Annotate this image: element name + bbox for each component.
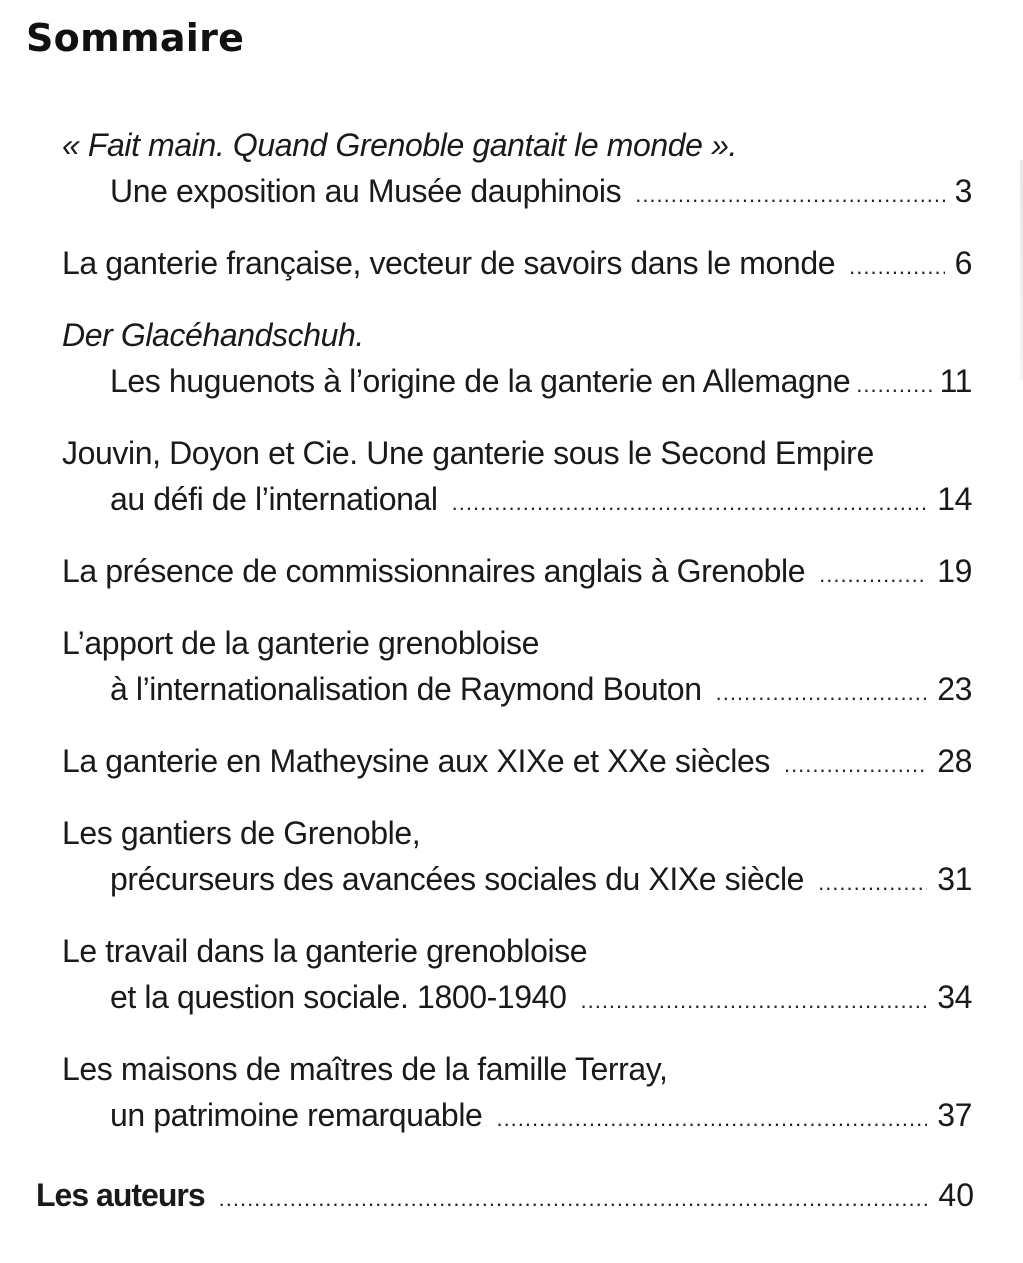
toc-page-number: 19 — [937, 553, 972, 589]
toc-entry-line — [62, 1046, 972, 1092]
dot-leader — [849, 244, 944, 290]
toc-entry-line — [62, 738, 972, 788]
toc-page-number: 6 — [954, 245, 972, 281]
toc-page-number: 34 — [937, 979, 972, 1015]
toc-entry-line — [62, 476, 972, 526]
toc-entry-subtitle: un patrimoine remarquable — [110, 1097, 483, 1133]
dot-leader — [496, 1096, 927, 1142]
toc-page-number: 11 — [939, 363, 972, 399]
toc-entry-title: L’apport de la ganterie grenobloise — [62, 625, 540, 661]
toc-entry-subtitle: à l’internationalisation de Raymond Bouton — [110, 671, 702, 707]
toc-entry-line — [62, 430, 972, 476]
toc-entry-line — [62, 122, 972, 168]
toc-entry-commissionnaires[interactable] — [62, 548, 972, 598]
toc-entry-line — [62, 168, 972, 218]
toc-entry-maisons-terray[interactable] — [62, 1046, 972, 1142]
toc-entry-title: Les gantiers de Grenoble, — [62, 815, 421, 851]
toc-entry-subtitle: et la question sociale. 1800-1940 — [110, 979, 567, 1015]
toc-page-number: 28 — [937, 743, 972, 779]
dot-leader — [856, 362, 933, 408]
toc-entry-subtitle: précurseurs des avancées sociales du XIXe siècle — [110, 861, 805, 897]
toc-entry-title: Les maisons de maîtres de la famille Terray, — [62, 1051, 668, 1087]
dot-leader — [452, 480, 928, 526]
toc-entry-gantiers-grenoble[interactable] — [62, 810, 972, 906]
dot-leader — [819, 552, 927, 598]
toc-entry-jouvin-doyon[interactable] — [62, 430, 972, 526]
toc-entry-subtitle: Les huguenots à l’origine de la ganterie en Allemagne — [110, 363, 851, 399]
toc-entry-line — [62, 620, 972, 666]
toc-entry-title: « Fait main. Quand Grenoble gantait le monde ». — [62, 127, 737, 163]
dot-leader — [580, 978, 927, 1024]
toc-entry-ganterie-francaise[interactable] — [62, 240, 972, 290]
toc-entry-line — [62, 548, 972, 598]
toc-entry-title: La ganterie française, vecteur de savoirs dans le monde — [62, 245, 836, 281]
toc-entry-exposition[interactable] — [62, 122, 972, 218]
toc-entry-subtitle: au défi de l’international — [110, 481, 438, 517]
toc-entry-matheysine[interactable] — [62, 738, 972, 788]
toc-entry-glacehandschuh[interactable] — [62, 312, 972, 408]
toc-entry-title: La ganterie en Matheysine aux XIXe et XXe siècles — [62, 743, 770, 779]
dot-leader — [635, 172, 944, 218]
toc-entry-line — [62, 810, 972, 856]
toc-entry-title: La présence de commissionnaires anglais à Grenoble — [62, 553, 806, 589]
page-title: Sommaire — [26, 16, 245, 60]
toc-page-number: 37 — [937, 1097, 972, 1133]
toc-entry-raymond-bouton[interactable] — [62, 620, 972, 716]
toc-entry-title: Der Glacéhandschuh. — [62, 317, 364, 353]
table-of-contents — [62, 122, 972, 1142]
toc-page-number: 31 — [937, 861, 972, 897]
toc-page-number: 23 — [937, 671, 972, 707]
toc-entry-line — [62, 974, 972, 1024]
toc-entry-line — [62, 358, 972, 408]
toc-entry-subtitle: Une exposition au Musée dauphinois — [110, 173, 622, 209]
toc-page-number: 40 — [938, 1177, 974, 1213]
dot-leader — [219, 1176, 929, 1222]
dot-leader — [818, 860, 927, 906]
dot-leader — [716, 670, 928, 716]
toc-page-number: 3 — [954, 173, 972, 209]
authors-label: Les auteurs — [36, 1177, 205, 1213]
toc-entry-line — [62, 856, 972, 906]
toc-entry-line — [62, 928, 972, 974]
toc-entry-line — [62, 666, 972, 716]
toc-page-number: 14 — [937, 481, 972, 517]
toc-entry-line — [62, 312, 972, 358]
toc-entry-line — [36, 1172, 974, 1222]
toc-entry-title: Jouvin, Doyon et Cie. Une ganterie sous le Second Empire — [62, 435, 874, 471]
toc-entry-line — [62, 240, 972, 290]
dot-leader — [784, 742, 927, 788]
toc-entry-authors[interactable] — [36, 1172, 974, 1222]
toc-entry-travail-ganterie[interactable] — [62, 928, 972, 1024]
toc-entry-line — [62, 1092, 972, 1142]
toc-entry-title: Le travail dans la ganterie grenobloise — [62, 933, 588, 969]
